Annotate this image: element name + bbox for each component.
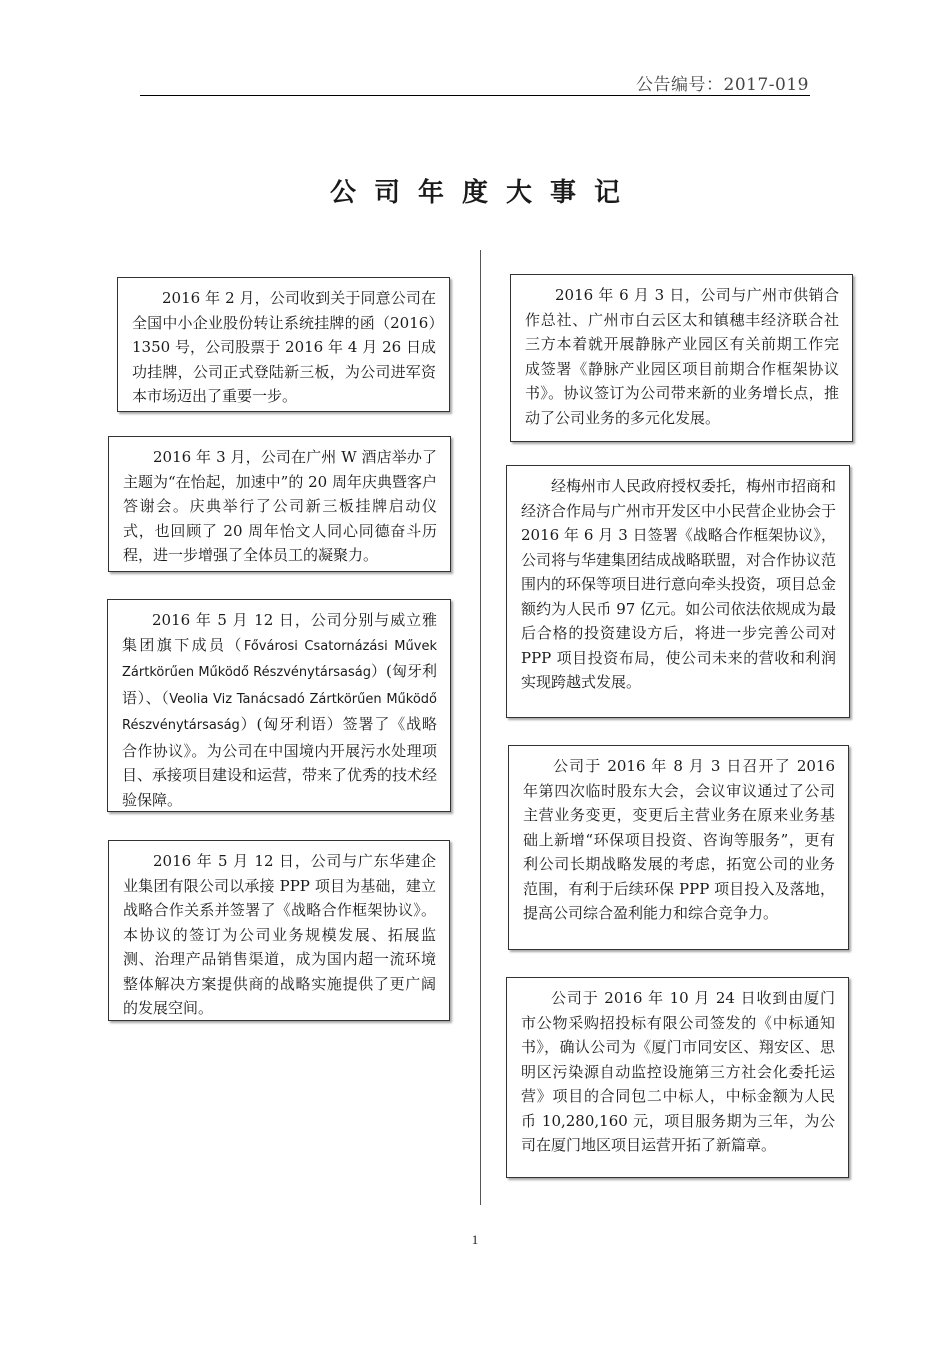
- page-number: 1: [471, 1232, 479, 1247]
- header-divider: [140, 95, 810, 96]
- event-text-part: ）(匈牙利语）签署了《战略合作协议》。为公司在中国境内开展污水处理项目、承接项目建设和运营，带来了优秀的技术经验保障。: [122, 715, 438, 809]
- event-text: 2016 年 3 月，公司在广州 W 酒店举办了主题为“在怡起，加速中”的 20 周年庆典暨客户答谢会。庆典举行了公司新三板挂牌启动仪式，也回顾了 20 周年怡文人同心同德奋斗历程，进一步增强了全体员工的凝聚力。: [123, 448, 437, 564]
- event-box-right-2: [506, 465, 850, 718]
- event-box-left-3: [107, 599, 451, 812]
- event-box-left-4: [108, 840, 450, 1021]
- event-text: 2016 年 2 月，公司收到关于同意公司在全国中小企业股份转让系统挂牌的函（2016）1350 号，公司股票于 2016 年 4 月 26 日成功挂牌，公司正式登陆新三板，为公司进军资本市场迈出了重要一步。: [132, 289, 436, 405]
- page-title: 公司年度大事记: [329, 178, 638, 208]
- event-box-right-3: [508, 745, 849, 950]
- company-name-2: Veolia Viz Tanácsadó Zártkörűen Működő Részvénytársaság: [122, 691, 437, 733]
- event-box-right-4: [506, 977, 849, 1178]
- event-text: 经梅州市人民政府授权委托，梅州市招商和经济合作局与广州市开发区中小民营企业协会于 2016 年 6 月 3 日签署《战略合作框架协议》，公司将与华建集团结成战略联盟，对合作协议范围内的环保等项目进行意向牵头投资，项目总金额约为人民币 97 亿元。如公司依法依规成为最后合格的投资建设方后，将进一步完善公司对 PPP 项目投资布局，使公司未来的营收和利润实现跨越式发展。: [521, 477, 837, 691]
- event-text-part: ）(匈牙利语）、（: [122, 662, 438, 707]
- announcement-number: 公告编号：2017-019: [636, 75, 809, 95]
- event-box-left-1: [117, 277, 450, 412]
- timeline-divider: [480, 250, 481, 1205]
- event-box-right-1: [510, 274, 853, 442]
- event-text-part: 2016 年 5 月 12 日，公司分别与威立雅集团旗下成员（: [122, 611, 437, 654]
- event-text: 2016 年 6 月 3 日，公司与广州市供销合作总社、广州市白云区太和镇穗丰经济联合社三方本着就开展静脉产业园区有关前期工作完成签署《静脉产业园区项目前期合作框架协议书》。协议签订为公司带来新的业务增长点，推动了公司业务的多元化发展。: [525, 286, 839, 427]
- company-name-1: Fővárosi Csatornázási Művek Zártkörűen Működő Részvénytársaság: [122, 638, 437, 680]
- event-text: 公司于 2016 年 8 月 3 日召开了 2016 年第四次临时股东大会，会议审议通过了公司主营业务变更，变更后主营业务在原来业务基础上新增“环保项目投资、咨询等服务”，更有利公司长期战略发展的考虑，拓宽公司的业务范围，有利于后续环保 PPP 项目投入及落地，提高公司综合盈利能力和综合竞争力。: [523, 757, 835, 922]
- event-text: 2016 年 5 月 12 日，公司与广东华建企业集团有限公司以承接 PPP 项目为基础，建立战略合作关系并签署了《战略合作框架协议》。本协议的签订为公司业务规模发展、拓展监测、治理产品销售渠道，成为国内超一流环境整体解决方案提供商的战略实施提供了更广阔的发展空间。: [123, 852, 436, 1017]
- event-box-left-2: [108, 436, 451, 572]
- event-text: 公司于 2016 年 10 月 24 日收到由厦门市公物采购招投标有限公司签发的《中标通知书》，确认公司为《厦门市同安区、翔安区、思明区污染源自动监控设施第三方社会化委托运营》项目的合同包二中标人，中标金额为人民币 10,280,160 元，项目服务期为三年，为公司在厦门地区项目运营开拓了新篇章。: [521, 989, 835, 1154]
